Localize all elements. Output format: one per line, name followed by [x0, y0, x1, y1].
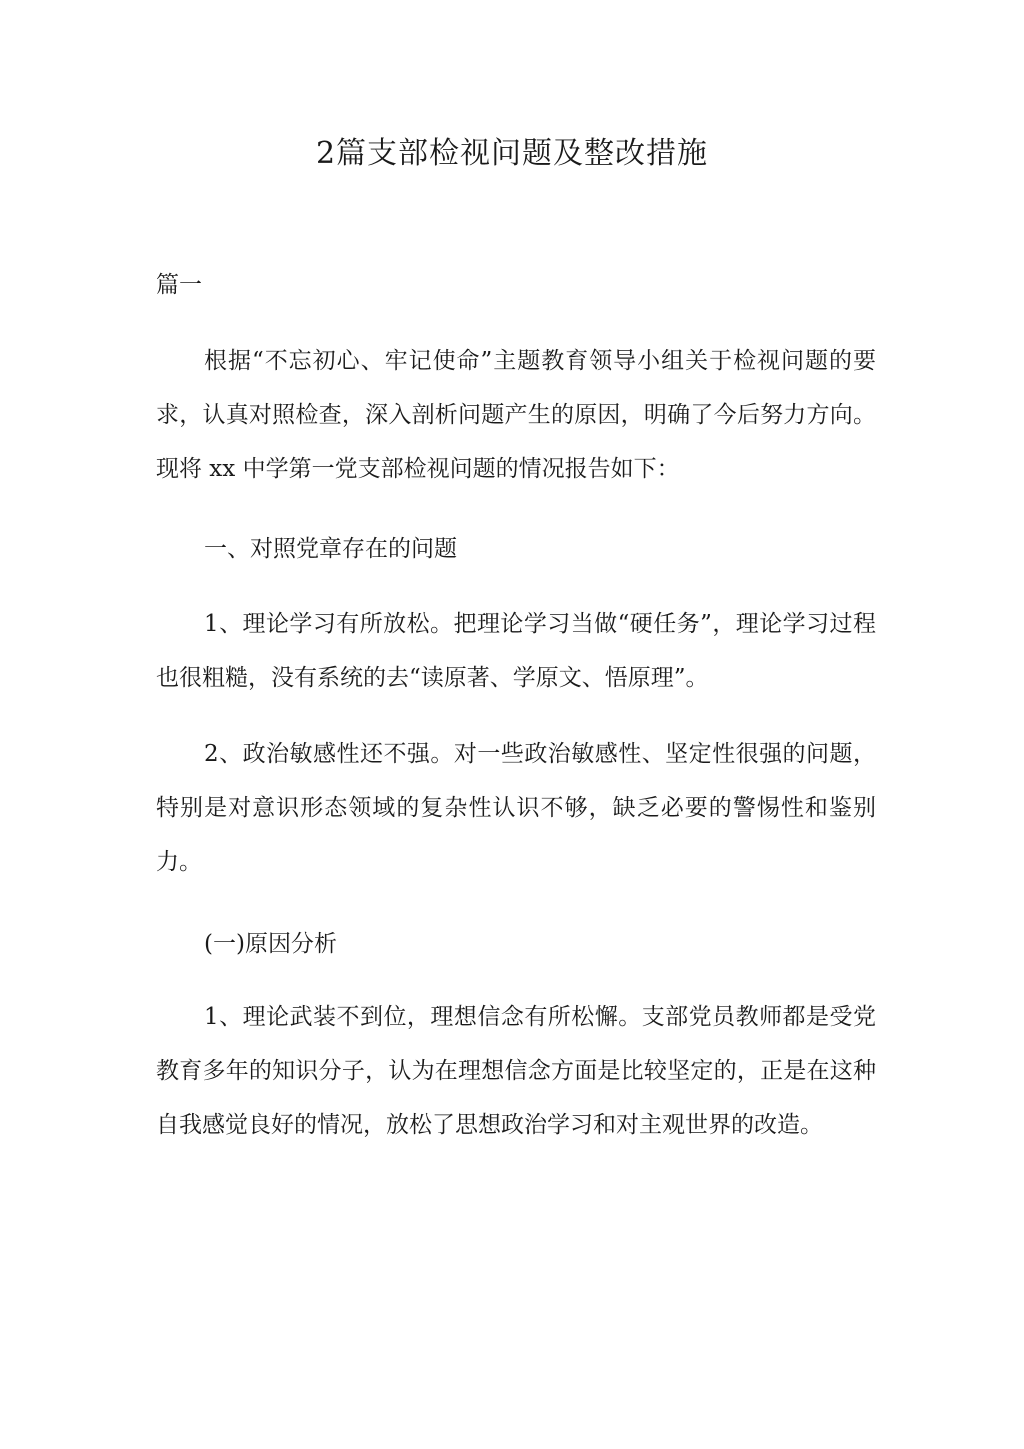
part-label: 篇一 — [156, 272, 202, 298]
problem-item-1: 1、理论学习有所放松。把理论学习当做“硬任务”，理论学习过程也很粗糙，没有系统的去“读原著、学原文、悟原理”。 — [156, 611, 876, 691]
reason-item-1: 1、理论武装不到位，理想信念有所松懈。支部党员教师都是受党教育多年的知识分子，认为在理想信念方面是比较坚定的，正是在这种自我感觉良好的情况，放松了思想政治学习和对主观世界的改造。 — [156, 1004, 876, 1138]
section-heading-one: 一、对照党章存在的问题 — [204, 536, 457, 562]
document-title: 2篇支部检视问题及整改措施 — [315, 136, 709, 171]
intro-paragraph: 根据“不忘初心、牢记使命”主题教育领导小组关于检视问题的要求，认真对照检查，深入剖析问题产生的原因，明确了今后努力方向。现将 xx 中学第一党支部检视问题的情况报告如下： — [156, 348, 876, 482]
reason-analysis-heading: (一)原因分析 — [204, 931, 337, 957]
problem-item-2: 2、政治敏感性还不强。对一些政治敏感性、坚定性很强的问题，特别是对意识形态领域的复杂性认识不够，缺乏必要的警惕性和鉴别力。 — [156, 741, 876, 875]
